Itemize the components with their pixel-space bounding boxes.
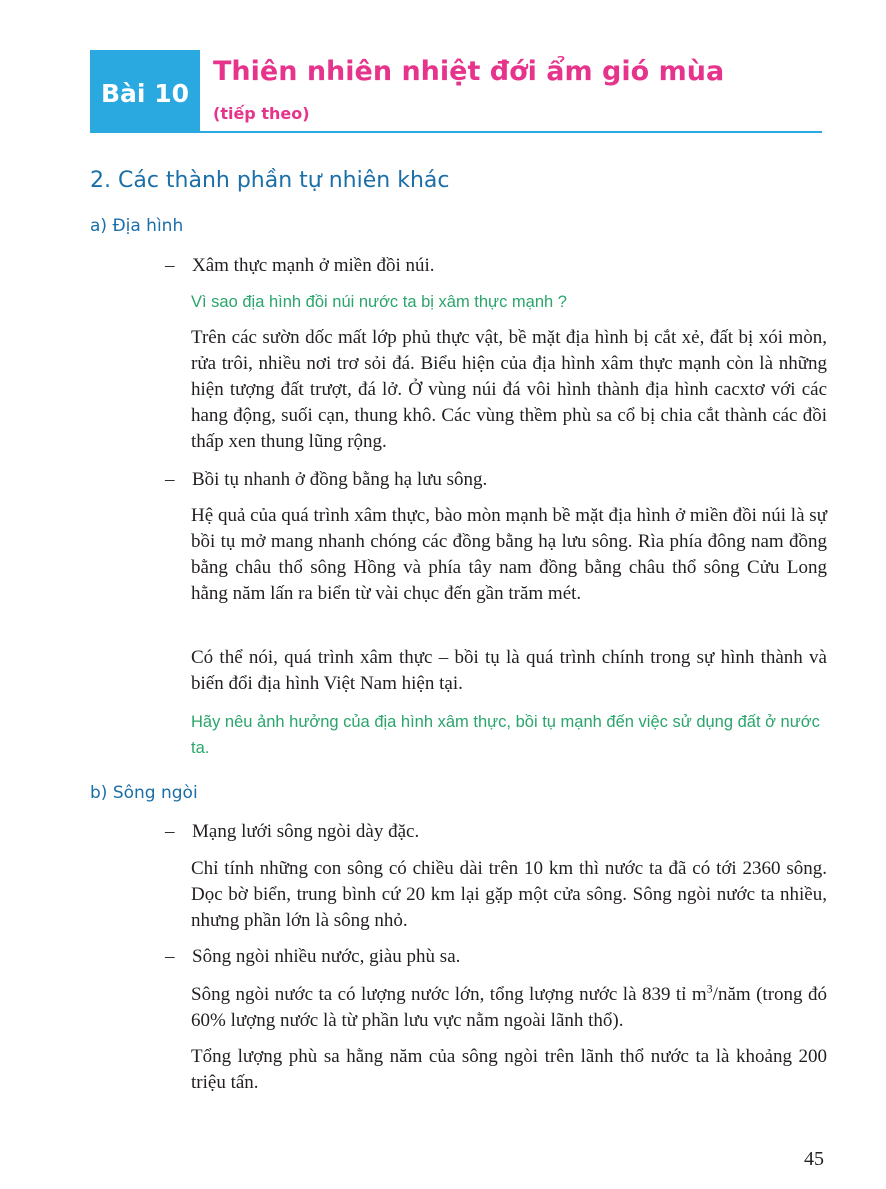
rivers-bullet-dense: [165, 819, 825, 845]
rivers-paragraph-3: Tổng lượng phù sa hằng năm của sông ngòi trên lãnh thổ nước ta là khoảng 200 triệu tấn.: [191, 1046, 827, 1093]
terrain-paragraph-3: Có thể nói, quá trình xâm thực – bồi tụ là quá trình chính trong sự hình thành và biến đổi địa hình Việt Nam hiện tại.: [191, 647, 827, 694]
bullet-dash: –: [165, 469, 175, 490]
terrain-paragraph-1: Trên các sườn dốc mất lớp phủ thực vật, bề mặt địa hình bị cắt xẻ, đất bị xói mòn, rửa trôi, nhiều nơi trơ sỏi đá. Biểu hiện của địa hình xâm thực mạnh còn là những hiện tượng đất trượt, đá lở. Ở vùng núi đá vôi hình thành địa hình cacxtơ với các hang động, suối cạn, thung khô. Các vùng thềm phù sa cổ bị chia cắt thành các đồi thấp xen thung lũng rộng.: [191, 327, 827, 452]
rivers-paragraph-1: Chỉ tính những con sông có chiều dài trên 10 km thì nước ta đã có tới 2360 sông. Dọc bờ biển, trung bình cứ 20 km lại gặp một cửa sông. Sông ngòi nước ta nhiều, nhưng phần lớn là sông nhỏ.: [191, 858, 827, 931]
bullet-dash: –: [165, 821, 175, 842]
bullet-dash: –: [165, 946, 175, 967]
terrain-bullet-deposition: [165, 467, 825, 493]
lesson-badge: Bài 10: [90, 50, 200, 133]
terrain-paragraph-2: Hệ quả của quá trình xâm thực, bào mòn mạnh bề mặt địa hình ở miền đồi núi là sự bồi tụ mở mang nhanh chóng các đồng bằng hạ lưu sông. Rìa phía đông nam đồng bằng châu thổ sông Hồng và phía tây nam đồng bằng châu thổ sông Cửu Long hằng năm lấn ra biển từ vài chục đến gần trăm mét.: [191, 505, 827, 604]
page-number: 45: [804, 1148, 824, 1170]
terrain-bullet-erosion: [165, 253, 825, 279]
rivers-bullet-water: [165, 944, 825, 970]
lesson-subtitle: (tiếp theo): [213, 104, 310, 123]
bullet-text: Sông ngòi nhiều nước, giàu phù sa.: [192, 946, 461, 967]
terrain-question-1: Vì sao địa hình đồi núi nước ta bị xâm thực mạnh ?: [191, 293, 567, 311]
paragraph-text: Sông ngòi nước ta có lượng nước lớn, tổng lượng nước là 839 tỉ m: [191, 984, 707, 1005]
paragraph-text: /năm (trong đó 60% lượng nước là từ phần lưu vực nằm ngoài lãnh thổ).: [191, 984, 827, 1031]
terrain-heading: a) Địa hình: [90, 216, 184, 236]
section-heading: 2. Các thành phần tự nhiên khác: [90, 168, 450, 193]
bullet-text: Bồi tụ nhanh ở đồng bằng hạ lưu sông.: [192, 469, 488, 490]
rivers-paragraph-2: [191, 982, 827, 1034]
bullet-dash: –: [165, 255, 175, 276]
lesson-title: Thiên nhiên nhiệt đới ẩm gió mùa: [213, 56, 725, 87]
superscript: 3: [706, 981, 713, 996]
rivers-heading: b) Sông ngòi: [90, 783, 198, 803]
title-underline: [200, 131, 822, 133]
bullet-text: Xâm thực mạnh ở miền đồi núi.: [192, 255, 435, 276]
terrain-question-2: Hãy nêu ảnh hưởng của địa hình xâm thực, bồi tụ mạnh đến việc sử dụng đất ở nước ta.: [191, 713, 820, 757]
bullet-text: Mạng lưới sông ngòi dày đặc.: [192, 821, 420, 842]
